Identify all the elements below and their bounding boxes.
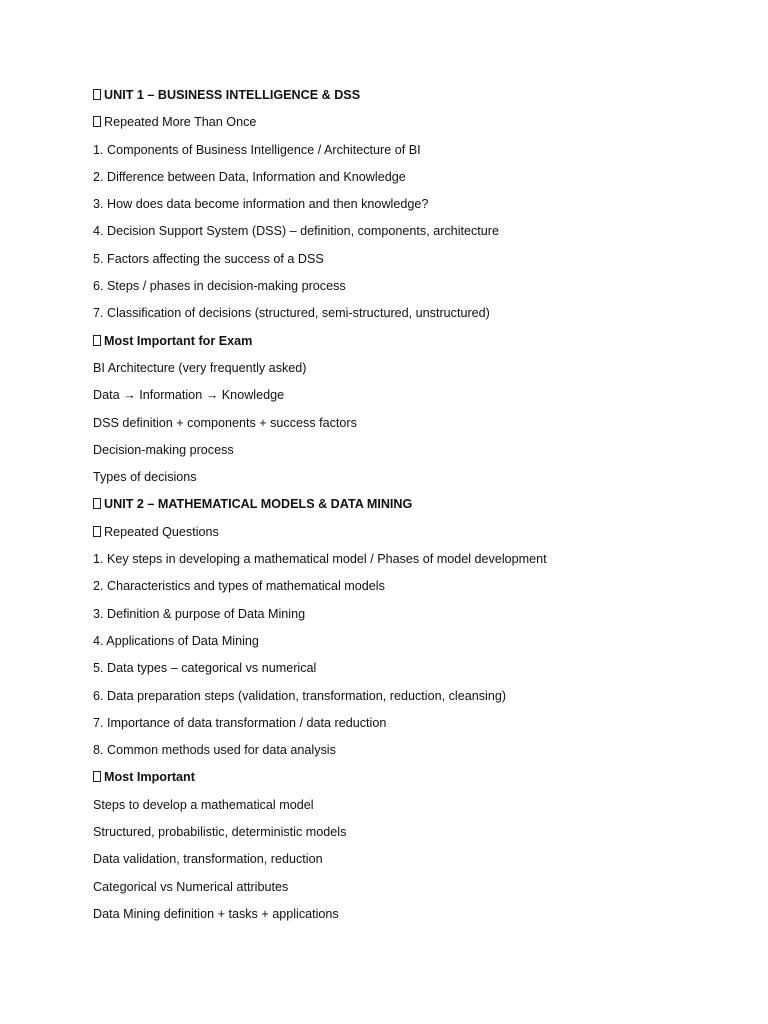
unit2-important-label-text: Most Important <box>104 770 195 785</box>
unit2-heading <box>93 496 733 523</box>
unit2-important-label <box>93 769 733 796</box>
unit1-repeated-label <box>93 114 733 141</box>
list-item: 6. Steps / phases in decision-making process <box>93 279 346 294</box>
list-item: Structured, probabilistic, deterministic models <box>93 825 347 840</box>
list-item: 3. Definition & purpose of Data Mining <box>93 606 306 621</box>
unit2-heading-text: UNIT 2 – MATHEMATICAL MODELS & DATA MINING <box>104 497 413 512</box>
list-item: 7. Classification of decisions (structured, semi-structured, unstructured) <box>93 306 490 321</box>
list-item: 8. Common methods used for data analysis <box>93 743 336 758</box>
list-item: 4. Applications of Data Mining <box>93 633 259 648</box>
list-item: 7. Importance of data transformation / data reduction <box>93 715 387 730</box>
list-item: 5. Data types – categorical vs numerical <box>93 661 317 676</box>
list-item: 2. Characteristics and types of mathematical models <box>93 579 385 594</box>
list-item: DSS definition + components + success factors <box>93 415 357 430</box>
list-item: Data → Information → Knowledge <box>93 388 285 403</box>
unit1-heading <box>93 87 733 114</box>
list-item: 6. Data preparation steps (validation, transformation, reduction, cleansing) <box>93 688 507 703</box>
list-item: Decision-making process <box>93 442 234 457</box>
unit1-repeated-label-text: Repeated More Than Once <box>104 115 257 130</box>
unit1-important-label <box>93 333 733 360</box>
unit2-repeated-label-text: Repeated Questions <box>104 524 219 539</box>
unit2-repeated-label <box>93 524 733 551</box>
missing-glyph-icon <box>93 526 101 537</box>
list-item: 5. Factors affecting the success of a DSS <box>93 251 324 266</box>
list-item: 3. How does data become information and then knowledge? <box>93 197 429 212</box>
missing-glyph-icon <box>93 89 101 100</box>
missing-glyph-icon <box>93 335 101 346</box>
unit1-important-label-text: Most Important for Exam <box>104 333 253 348</box>
list-item: Types of decisions <box>93 470 197 485</box>
list-item: 1. Components of Business Intelligence / Architecture of BI <box>93 142 421 157</box>
document-body <box>93 87 733 933</box>
list-item: 4. Decision Support System (DSS) – definition, components, architecture <box>93 224 499 239</box>
list-item: Data Mining definition + tasks + applications <box>93 906 339 921</box>
list-item: BI Architecture (very frequently asked) <box>93 360 307 375</box>
list-item: Categorical vs Numerical attributes <box>93 879 289 894</box>
missing-glyph-icon <box>93 771 101 782</box>
missing-glyph-icon <box>93 116 101 127</box>
list-item: 1. Key steps in developing a mathematical model / Phases of model development <box>93 552 547 567</box>
unit1-heading-text: UNIT 1 – BUSINESS INTELLIGENCE & DSS <box>104 88 361 102</box>
missing-glyph-icon <box>93 498 101 509</box>
list-item: 2. Difference between Data, Information and Knowledge <box>93 169 406 184</box>
list-item: Data validation, transformation, reduction <box>93 852 323 867</box>
list-item: Steps to develop a mathematical model <box>93 797 314 812</box>
